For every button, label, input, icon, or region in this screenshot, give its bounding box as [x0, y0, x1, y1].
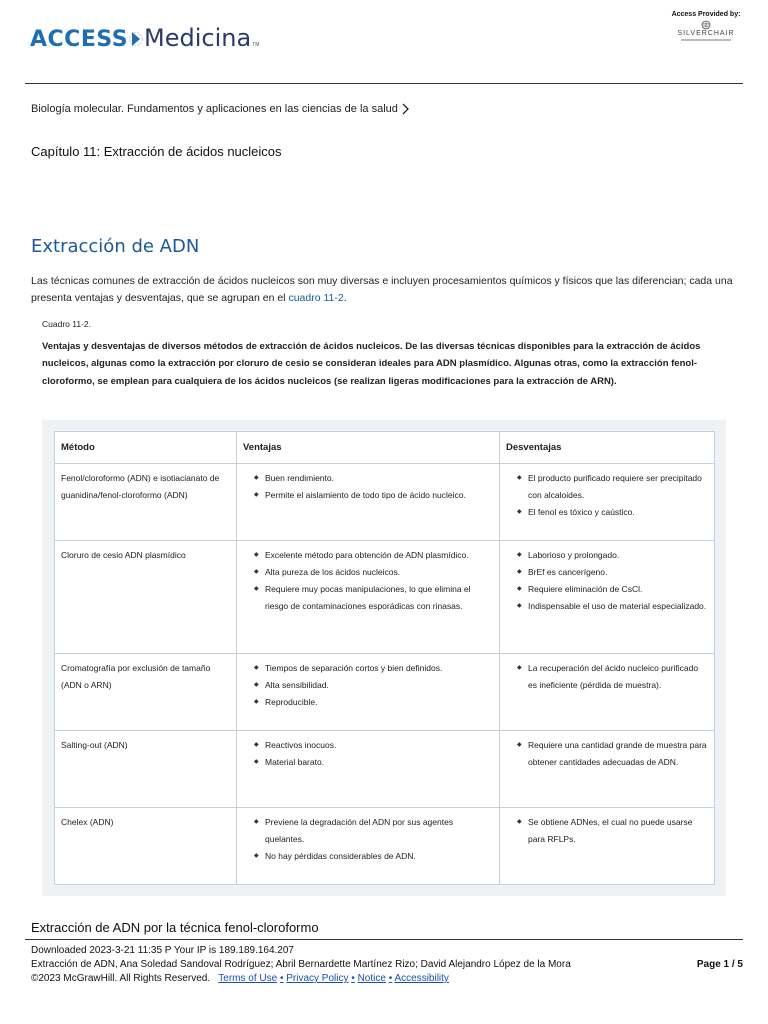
privacy-policy-link[interactable]: Privacy Policy — [286, 973, 349, 984]
header-ventajas: Ventajas — [237, 432, 500, 464]
list-item: ◆ Se obtiene ADNes, el cual no puede usarse para RFLPs. — [517, 814, 708, 848]
list-item: ◆ Buen rendimiento. — [254, 470, 493, 487]
table-container — [42, 420, 726, 896]
cell-ventajas — [237, 654, 500, 731]
intro-text: Las técnicas comunes de extracción de ácidos nucleicos son muy diversas e incluyen procesamientos químicos y físicos que las diferencian; cada una presenta ventajas y desventajas, que se agrupan en el — [31, 275, 733, 304]
list-item: ◆ No hay pérdidas considerables de ADN. — [254, 848, 493, 865]
list-item: ◆ Previene la degradación del ADN por sus agentes quelantes. — [254, 814, 493, 848]
header-divider — [25, 83, 743, 84]
methods-table — [54, 431, 715, 885]
cell-ventajas — [237, 541, 500, 654]
list-item: ◆ Requiere eliminación de CsCl. — [517, 581, 708, 598]
breadcrumb[interactable] — [31, 103, 409, 115]
cell-method: Chelex (ADN) — [55, 808, 237, 885]
table-caption: Ventajas y desventajas de diversos métodos de extracción de ácidos nucleicos. De las diversas técnicas disponibles para la extracción de ácidos nucleicos, algunas como la extracción por cloruro de cesio se consideran ideales para ADN plasmídico. Algunas otras, como la extracción fenol-cloroformo, se emplean para cualquiera de los ácidos nucleicos (se realizan ligeras modificaciones para la extracción de ARN). — [42, 341, 701, 387]
terms-of-use-link[interactable]: Terms of Use — [218, 973, 278, 984]
table-row — [55, 654, 715, 731]
cell-desventajas — [500, 731, 715, 808]
list-item: ◆ Material barato. — [254, 754, 493, 771]
access-provided-by — [668, 11, 744, 41]
logo-arrow-icon — [129, 27, 143, 51]
notice-link[interactable]: Notice — [357, 973, 386, 984]
list-item: ◆ Reactivos inocuos. — [254, 737, 493, 754]
intro-paragraph — [31, 273, 736, 307]
page-footer — [31, 944, 743, 986]
accessmedicina-logo[interactable] — [30, 12, 259, 52]
page-header — [0, 0, 768, 84]
table-row — [55, 731, 715, 808]
provided-label: Access Provided by: — [671, 11, 741, 18]
link-separator: • — [279, 973, 284, 984]
cell-ventajas — [237, 731, 500, 808]
cell-desventajas — [500, 541, 715, 654]
cell-method: Salting-out (ADN) — [55, 731, 237, 808]
footer-divider — [25, 939, 743, 940]
list-item: ◆ Permite el aislamiento de todo tipo de ácido nucleico. — [254, 487, 493, 504]
cell-desventajas — [500, 808, 715, 885]
table-label: Cuadro 11-2. — [42, 319, 91, 329]
logo-trademark: TM — [252, 42, 260, 48]
silverchair-globe-icon — [701, 20, 711, 30]
list-item: ◆ El fenol es tóxico y caústico. — [517, 504, 708, 521]
cell-desventajas — [500, 654, 715, 731]
list-item: ◆ BrEf es cancerígeno. — [517, 564, 708, 581]
cell-ventajas — [237, 464, 500, 541]
header-metodo: Método — [55, 432, 237, 464]
page-number: Page 1 / 5 — [696, 959, 743, 970]
list-item: ◆ Tiempos de separación cortos y bien definidos. — [254, 660, 493, 677]
cell-method: Fenol/cloroformo (ADN) e isotiacianato de guanidina/fenol-cloroformo (ADN) — [55, 464, 237, 541]
provider-name: SILVERCHAIR — [677, 30, 735, 37]
list-item: ◆ Indispensable el uso de material especializado. — [517, 598, 708, 615]
cell-ventajas — [237, 808, 500, 885]
provider-divider — [681, 39, 731, 41]
list-item: ◆ Excelente método para obtención de ADN plasmídico. — [254, 547, 493, 564]
link-separator: • — [351, 973, 355, 984]
list-item: ◆ La recuperación del ácido nucleico purificado es ineficiente (pérdida de muestra). — [517, 660, 708, 694]
accessibility-link[interactable]: Accessibility — [394, 973, 449, 984]
download-info: Downloaded 2023-3-21 11:35 P Your IP is 189.189.164.207 — [31, 945, 294, 956]
intro-end: . — [343, 292, 347, 304]
cell-desventajas — [500, 464, 715, 541]
link-separator: • — [388, 973, 393, 984]
table-link[interactable]: cuadro 11-2 — [288, 292, 344, 304]
header-desventajas: Desventajas — [500, 432, 715, 464]
list-item: ◆ Alta sensibilidad. — [254, 677, 493, 694]
chapter-title: Capítulo 11: Extracción de ácidos nucleicos — [31, 144, 282, 159]
section-title: Extracción de ADN — [31, 236, 200, 257]
cell-method: Cloruro de cesio ADN plasmídico — [55, 541, 237, 654]
chevron-right-icon — [401, 103, 409, 115]
breadcrumb-book-title[interactable]: Biología molecular. Fundamentos y aplicaciones en las ciencias de la salud — [31, 103, 398, 115]
footer-legal — [31, 972, 743, 986]
logo-medicina-text: Medicina — [144, 24, 252, 52]
list-item: ◆ Alta pureza de los ácidos nucleicos. — [254, 564, 493, 581]
list-item: ◆ Requiere muy pocas manipulaciones, lo que elimina el riesgo de contaminaciones esporádicas con rinasas. — [254, 581, 493, 615]
table-header-row — [55, 432, 715, 464]
table-row — [55, 464, 715, 541]
list-item: ◆ Reproducible. — [254, 694, 493, 711]
subsection-title: Extracción de ADN por la técnica fenol-cloroformo — [31, 920, 319, 935]
list-item: ◆ Laborioso y prolongado. — [517, 547, 708, 564]
citation-authors: Extracción de ADN, Ana Soledad Sandoval Rodríguez; Abril Bernardette Martínez Rizo; David Alejandro López de la Mora — [31, 959, 571, 970]
list-item: ◆ El producto purificado requiere ser precipitado con alcaloides. — [517, 470, 708, 504]
table-row — [55, 808, 715, 885]
table-row — [55, 541, 715, 654]
list-item: ◆ Requiere una cantidad grande de muestra para obtener cantidades adecuadas de ADN. — [517, 737, 708, 771]
logo-access-text: ACCESS — [30, 27, 129, 52]
cell-method: Cromatografía por exclusión de tamaño (ADN o ARN) — [55, 654, 237, 731]
copyright: ©2023 McGrawHill. All Rights Reserved. — [31, 973, 211, 984]
